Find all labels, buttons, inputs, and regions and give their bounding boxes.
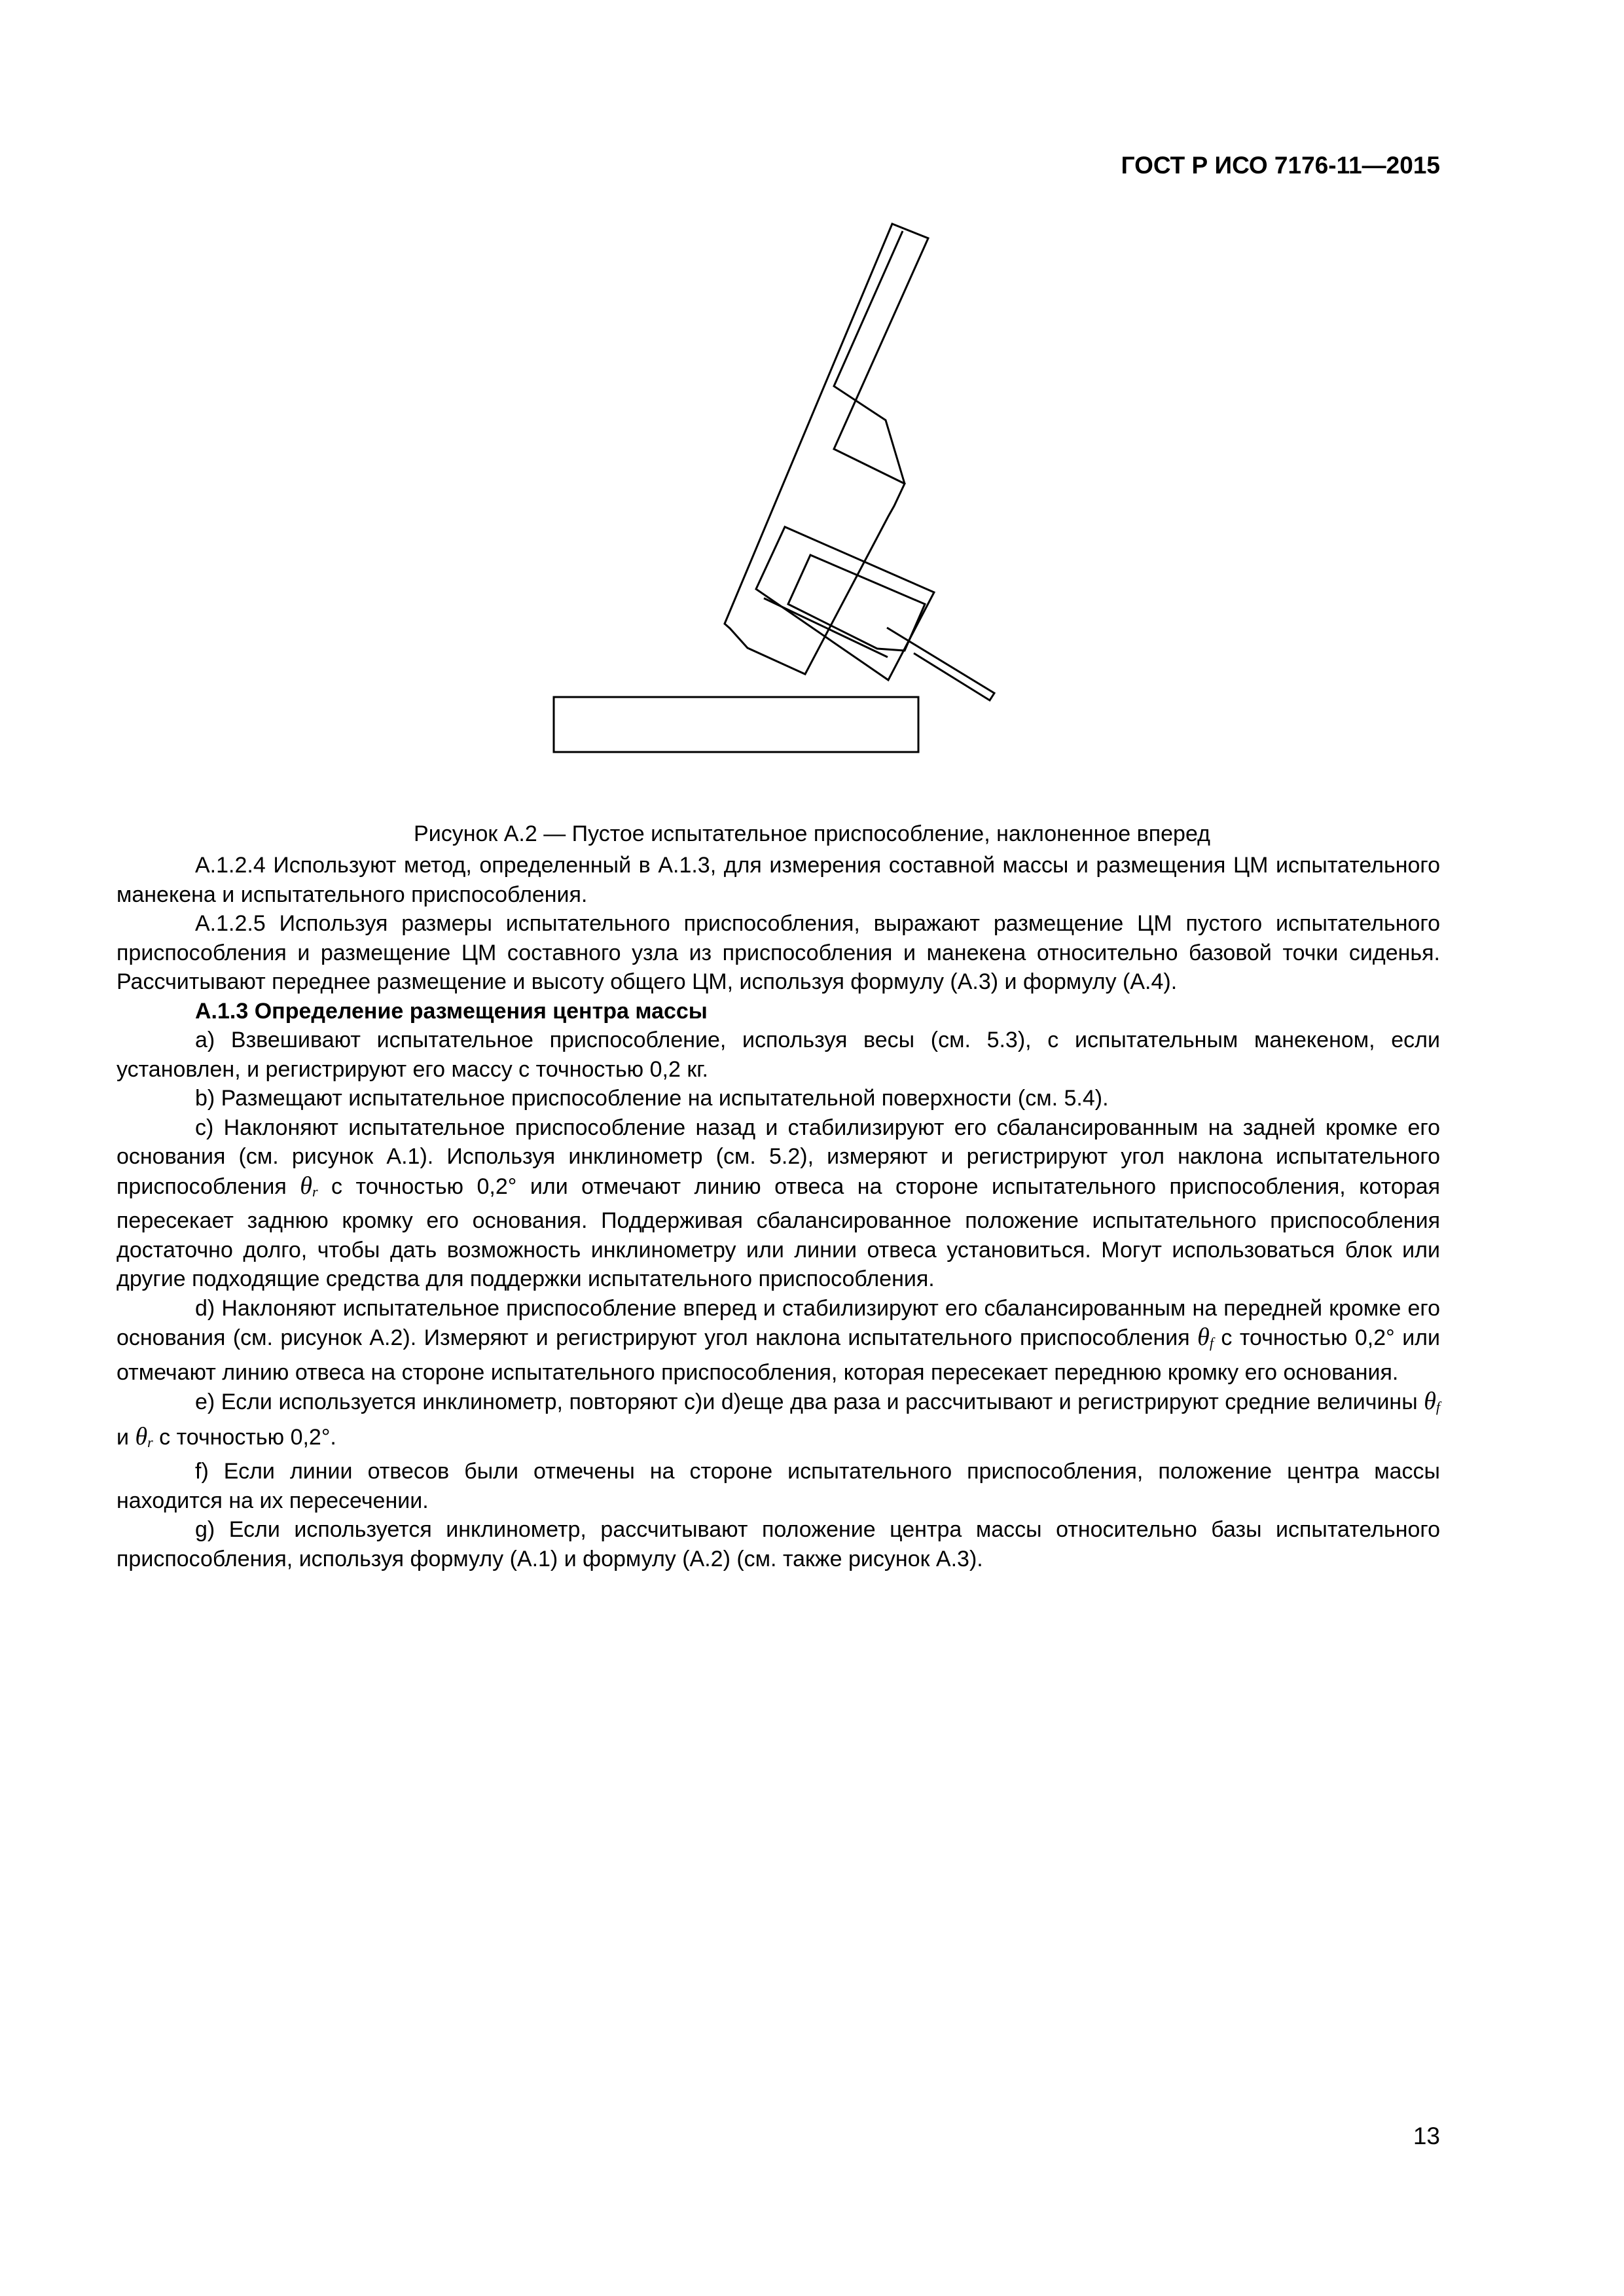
page-number: 13 [1413,2123,1440,2149]
list-item-d: d) Наклоняют испытательное приспособление вперед и стабилизируют его сбалансированным на передней кромке его основания (см. рисунок А.2). Измеряют и регистрируют угол наклона испытательного приспособления θf с точностью 0,2° или отмечают линию отвеса на стороне испытательного приспособления, которая пересекает переднюю кромку его основания. [117,1295,1441,1385]
figure-fixture-inner-frame [756,527,934,680]
document-code-header: ГОСТ Р ИСО 7176-11—2015 [1121,152,1440,179]
list-item-g: g) Если используется инклинометр, рассчитывают положение центра массы относительно базы испытательного приспособления, используя формулу (А.1) и формулу (А.2) (см. также рисунок А.3). [117,1517,1440,1571]
theta-f-symbol: θf [1424,1388,1440,1415]
figure-fixture-outer-frame [725,224,928,674]
figure-fixture-seat-line [764,598,888,657]
list-item-a: а) Взвешивают испытательное приспособление, используя весы (см. 5.3), с испытательным манекеном, если установлен, и регистрируют его массу с точностью 0,2 кг. [117,1028,1440,1082]
figure-base-block [554,697,918,752]
theta-r-symbol: θr [300,1172,318,1200]
body-text [117,851,1440,1573]
paragraph-a-1-2-5: А.1.2.5 Используя размеры испытательного приспособления, выражают размещение ЦМ пустого испытательного приспособления и размещение ЦМ составного узла из приспособления и манекена относительно базовой точки сиденья. Рассчитывают переднее размещение и высоту общего ЦМ, используя формулу (А.3) и формулу (А.4). [117,911,1440,994]
figure-caption: Рисунок А.2 — Пустое испытательное приспособление, наклоненное вперед [414,821,1210,846]
list-item-f: f) Если линии отвесов были отмечены на стороне испытательного приспособления, положение центра массы находится на их пересечении. [117,1459,1440,1513]
paragraph-a-1-2-4: А.1.2.4 Используют метод, определенный в А.1.3, для измерения составной массы и размещения ЦМ испытательного манекена и испытательного приспособления. [117,853,1440,907]
figure-fixture-backrest-inner-edge [834,231,905,484]
figure-fixture-seat-plate [887,628,994,700]
list-item-e: е) Если используется инклинометр, повторяют с)и d)еще два раза и рассчитывают и регистрируют средние величины θf и θr с точностью 0,2°. [117,1388,1440,1450]
figure-fixture-inner-box [788,555,925,651]
figure-a2-test-fixture-tilted-forward [543,209,1001,759]
list-item-c: с) Наклоняют испытательное приспособление назад и стабилизируют его сбалансированным на задней кромке его основания (см. рисунок А.1). Используя инклинометр (см. 5.2), измеряют и регистрируют угол наклона испытательного приспособления θr с точностью 0,2° или отмечают линию отвеса на стороне испытательного приспособления, которая пересекает заднюю кромку его основания. Поддерживая сбалансированное положение испытательного приспособления достаточно долго, чтобы дать возможность инклинометру или линии отвеса установиться. Могут использоваться блок или другие подходящие средства для поддержки испытательного приспособления. [117,1115,1440,1291]
section-heading-a-1-3: А.1.3 Определение размещения центра массы [195,998,708,1024]
theta-r-symbol: θr [135,1422,153,1450]
theta-f-symbol: θf [1197,1323,1214,1351]
list-item-b: b) Размещают испытательное приспособление на испытательной поверхности (см. 5.4). [195,1086,1109,1111]
